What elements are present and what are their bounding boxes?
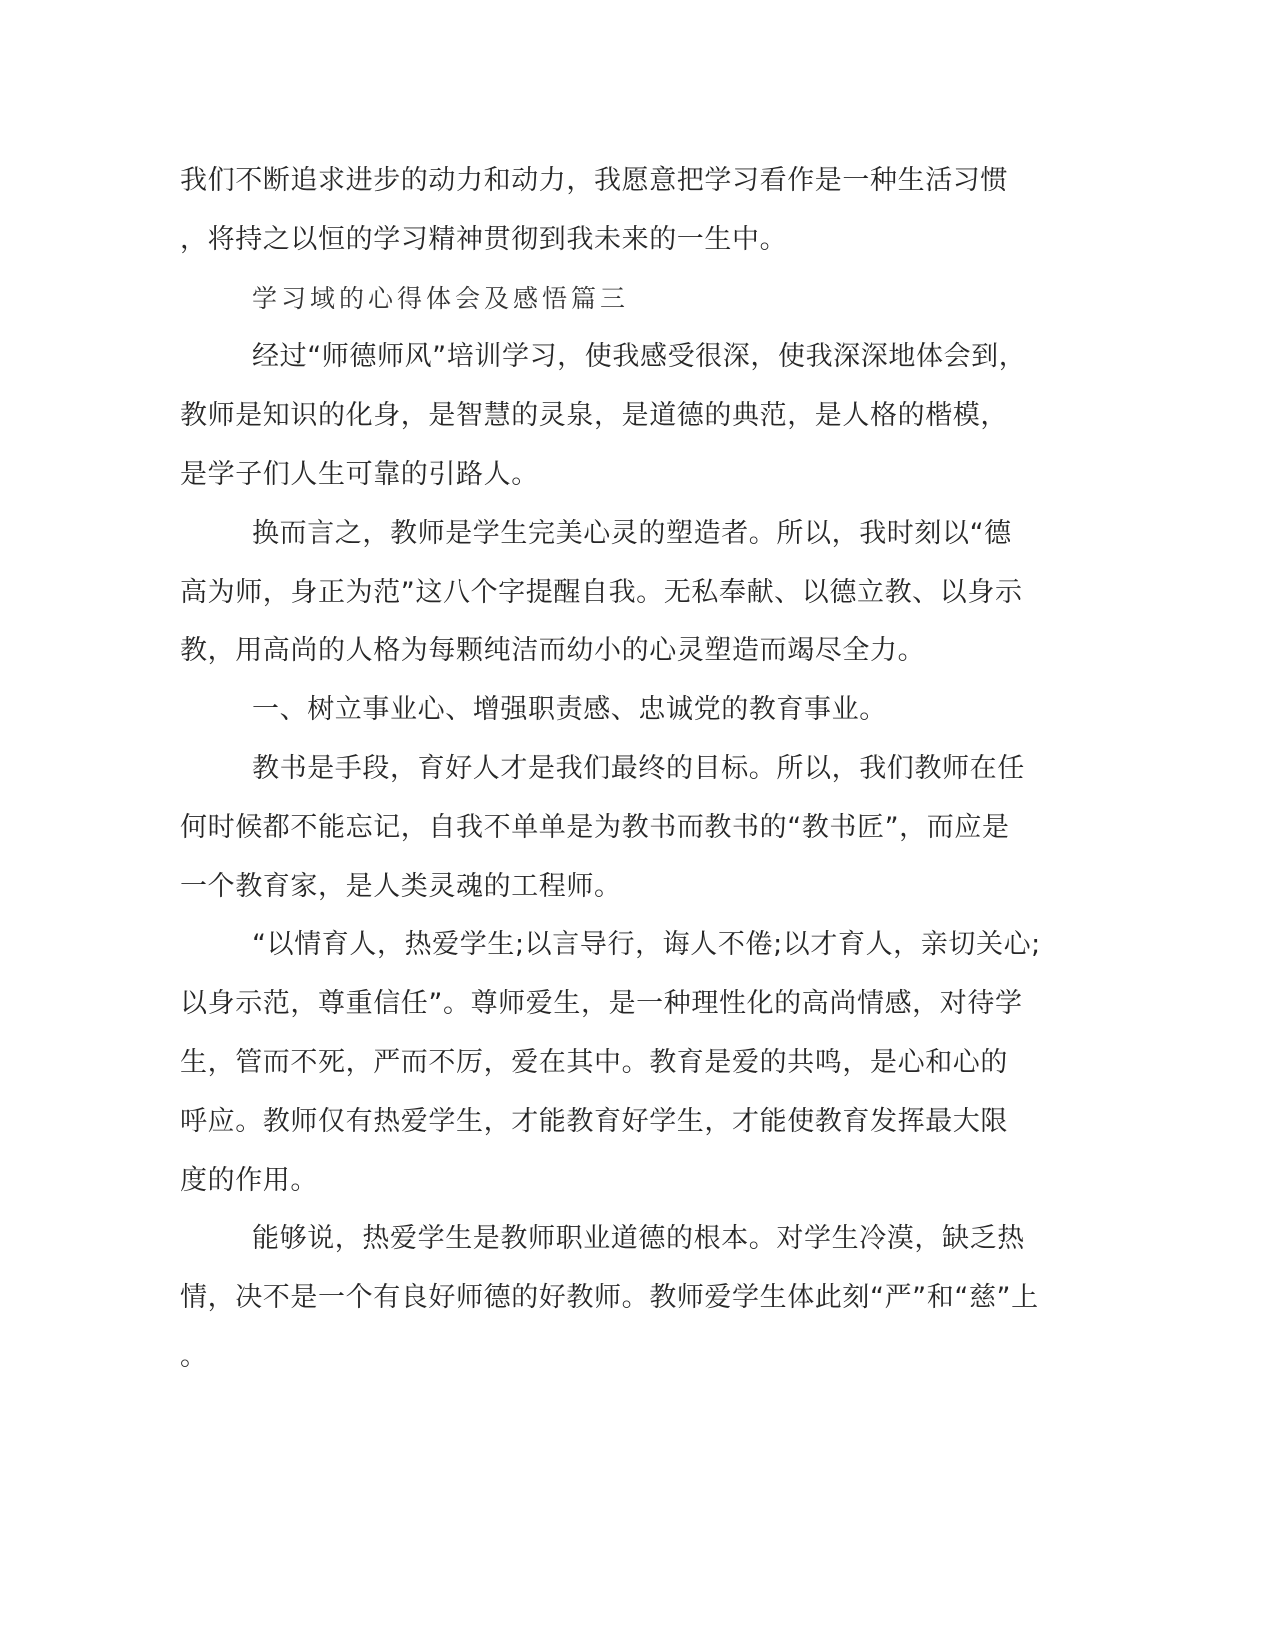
paragraph xyxy=(180,740,1180,916)
text-line: 。 xyxy=(180,1340,208,1372)
text-line: 高为师，身正为范”这八个字提醒自我。无私奉献、以德立教、以身示 xyxy=(180,576,1023,608)
paragraph xyxy=(180,505,1180,681)
paragraph xyxy=(180,916,1180,1210)
text-line: 教师是知识的化身，是智慧的灵泉，是道德的典范，是人格的楷模， xyxy=(180,400,1008,432)
paragraph xyxy=(180,152,1180,270)
text-line: ，将持之以恒的学习精神贯彻到我未来的一生中。 xyxy=(180,223,788,255)
text-line: 一个教育家，是人类灵魂的工程师。 xyxy=(180,870,622,902)
section-heading-text: 学习域的心得体会及感悟篇三 xyxy=(252,283,630,313)
text-line: 经过“师德师风”培训学习，使我感受很深，使我深深地体会到， xyxy=(252,341,1027,373)
paragraph xyxy=(180,1210,1180,1386)
text-line: 情，决不是一个有良好师德的好教师。教师爱学生体此刻“严”和“慈”上 xyxy=(180,1282,1039,1314)
text-line: 是学子们人生可靠的引路人。 xyxy=(180,458,539,490)
document-body xyxy=(180,152,1180,1387)
text-line: 教书是手段，育好人才是我们最终的目标。所以，我们教师在任 xyxy=(252,752,1025,784)
text-line: 呼应。教师仅有热爱学生，才能教育好学生，才能使教育发挥最大限 xyxy=(180,1105,1008,1137)
text-line: 生，管而不死，严而不厉，爱在其中。教育是爱的共鸣，是心和心的 xyxy=(180,1046,1008,1078)
paragraph xyxy=(180,328,1180,504)
text-line: 何时候都不能忘记，自我不单单是为教书而教书的“教书匠”，而应是 xyxy=(180,811,1010,843)
text-line: “以情育人，热爱学生;以言导行，诲人不倦;以才育人，亲切关心; xyxy=(252,929,1041,961)
text-line: 换而言之，教师是学生完美心灵的塑造者。所以，我时刻以“德 xyxy=(252,517,1012,549)
text-line: 我们不断追求进步的动力和动力，我愿意把学习看作是一种生活习惯 xyxy=(180,165,1008,196)
text-line: 一、树立事业心、增强职责感、忠诚党的教育事业。 xyxy=(252,694,887,726)
text-line: 能够说，热爱学生是教师职业道德的根本。对学生冷漠，缺乏热 xyxy=(252,1223,1025,1255)
text-line: 教，用高尚的人格为每颗纯洁而幼小的心灵塑造而竭尽全力。 xyxy=(180,635,926,667)
text-line: 度的作用。 xyxy=(180,1164,318,1196)
section-heading xyxy=(180,270,1180,329)
paragraph xyxy=(180,681,1180,740)
text-line: 以身示范，尊重信任”。尊师爱生，是一种理性化的高尚情感，对待学 xyxy=(180,988,1023,1020)
